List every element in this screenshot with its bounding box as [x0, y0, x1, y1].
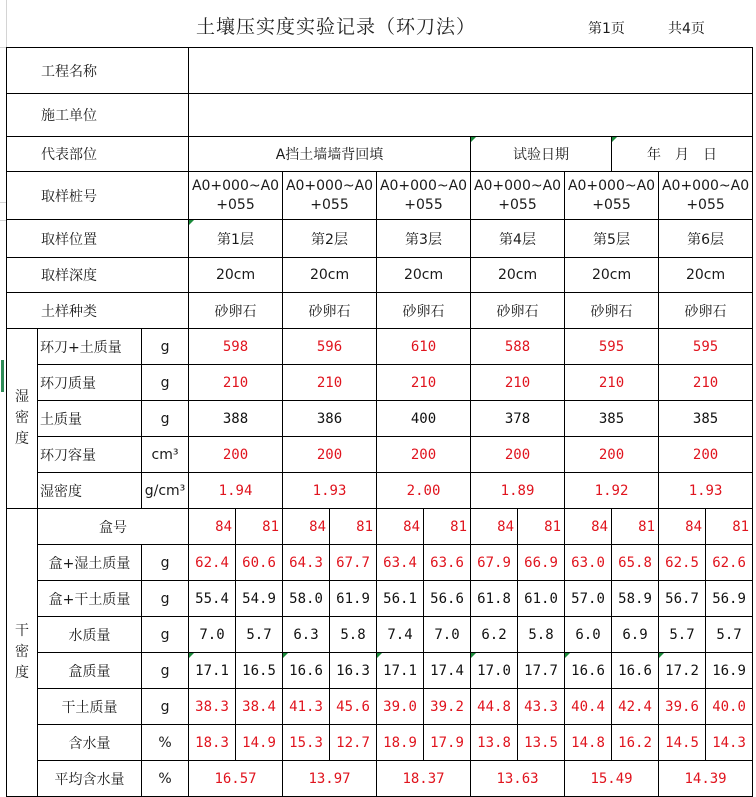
- wet-value-cell[interactable]: 210: [189, 365, 283, 401]
- page-number: 第1页: [588, 21, 625, 37]
- dry-value-cell[interactable]: 62.6: [706, 545, 753, 581]
- box-number-cell[interactable]: 84: [189, 509, 236, 545]
- wet-row-label: 环刀质量: [38, 365, 142, 401]
- wet-value-cell[interactable]: 1.94: [189, 473, 283, 509]
- dry-value-cell[interactable]: 55.4: [189, 581, 236, 617]
- wet-value-cell[interactable]: 386: [283, 401, 377, 437]
- wet-row-label: 土质量: [38, 401, 142, 437]
- dry-value-cell[interactable]: 17.2: [659, 653, 706, 689]
- depth-row: [7, 258, 753, 293]
- station-cell: A0+000~A0+055: [565, 172, 659, 220]
- dry-value-cell[interactable]: 13.5: [518, 725, 565, 761]
- wet-value-cell[interactable]: 2.00: [377, 473, 471, 509]
- dry-row-unit: g: [142, 617, 189, 653]
- dry-value-cell[interactable]: 56.7: [659, 581, 706, 617]
- box-number-cell[interactable]: 81: [424, 509, 471, 545]
- dry-value-cell[interactable]: 17.1: [377, 653, 424, 689]
- sheet-header: [0, 0, 756, 47]
- dry-value-cell[interactable]: 16.6: [283, 653, 330, 689]
- wet-value-cell[interactable]: 210: [283, 365, 377, 401]
- dry-value-cell[interactable]: 17.0: [471, 653, 518, 689]
- dry-value-cell[interactable]: 67.9: [471, 545, 518, 581]
- dry-value-cell[interactable]: 38.4: [236, 689, 283, 725]
- wet-row: [7, 437, 753, 473]
- dry-row-label: 含水量: [38, 725, 142, 761]
- dry-value-cell[interactable]: 40.4: [565, 689, 612, 725]
- dry-value-cell[interactable]: 17.7: [518, 653, 565, 689]
- wet-value-cell[interactable]: 200: [377, 437, 471, 473]
- dry-value-cell[interactable]: 40.0: [706, 689, 753, 725]
- wet-value-cell[interactable]: 595: [659, 329, 753, 365]
- dry-value-cell[interactable]: 61.0: [518, 581, 565, 617]
- position-row: [7, 220, 753, 258]
- depth-cell: 20cm: [377, 258, 471, 293]
- position-cell: 第2层: [283, 220, 377, 258]
- box-number-label: 盒号: [38, 509, 189, 545]
- box-number-cell[interactable]: 84: [471, 509, 518, 545]
- wet-value-cell[interactable]: 200: [659, 437, 753, 473]
- page-total: 共4页: [668, 21, 705, 37]
- soil-cell: 砂卵石: [189, 293, 283, 329]
- wet-value-cell[interactable]: 385: [659, 401, 753, 437]
- wet-row-unit: cm³: [142, 437, 189, 473]
- dry-value-cell[interactable]: 12.7: [330, 725, 377, 761]
- dry-value-cell[interactable]: 14.3: [706, 725, 753, 761]
- position-cell: 第3层: [377, 220, 471, 258]
- project-label: 工程名称: [7, 48, 189, 94]
- dry-row-unit: g: [142, 689, 189, 725]
- soil-cell: 砂卵石: [283, 293, 377, 329]
- record-table: [6, 47, 753, 797]
- depth-cell: 20cm: [471, 258, 565, 293]
- soil-cell: 砂卵石: [565, 293, 659, 329]
- dry-row-unit: g: [142, 581, 189, 617]
- box-number-row: [7, 509, 753, 545]
- dry-value-cell[interactable]: 17.9: [424, 725, 471, 761]
- avg-moisture-unit: %: [142, 761, 189, 797]
- station-cell: A0+000~A0+055: [377, 172, 471, 220]
- avg-moisture-cell[interactable]: 16.57: [189, 761, 283, 797]
- dry-row-label: 盒+干土质量: [38, 581, 142, 617]
- dry-value-cell[interactable]: 38.3: [189, 689, 236, 725]
- dry-row: [7, 653, 753, 689]
- dry-value-cell[interactable]: 61.8: [471, 581, 518, 617]
- dry-value-cell[interactable]: 63.4: [377, 545, 424, 581]
- dry-value-cell[interactable]: 63.6: [424, 545, 471, 581]
- wet-value-cell[interactable]: 388: [189, 401, 283, 437]
- wet-value-cell[interactable]: 378: [471, 401, 565, 437]
- dry-value-cell[interactable]: 60.6: [236, 545, 283, 581]
- dry-row-label: 干土质量: [38, 689, 142, 725]
- station-cell: A0+000~A0+055: [471, 172, 565, 220]
- position-cell: 第6层: [659, 220, 753, 258]
- wet-value-cell[interactable]: 200: [189, 437, 283, 473]
- position-label: 取样位置: [7, 220, 189, 258]
- dry-value-cell[interactable]: 58.9: [612, 581, 659, 617]
- dry-value-cell[interactable]: 18.3: [189, 725, 236, 761]
- soil-label: 土样种类: [7, 293, 189, 329]
- dry-value-cell[interactable]: 45.6: [330, 689, 377, 725]
- dry-value-cell[interactable]: 62.4: [189, 545, 236, 581]
- dry-value-cell[interactable]: 63.0: [565, 545, 612, 581]
- wet-value-cell[interactable]: 1.93: [283, 473, 377, 509]
- depth-cell: 20cm: [283, 258, 377, 293]
- dry-value-cell[interactable]: 64.3: [283, 545, 330, 581]
- date-value[interactable]: 年 月 日: [612, 137, 753, 172]
- location-value[interactable]: A挡土墙墙背回填: [189, 137, 471, 172]
- station-cell: A0+000~A0+055: [283, 172, 377, 220]
- avg-moisture-row: [7, 761, 753, 797]
- box-number-cell[interactable]: 81: [236, 509, 283, 545]
- dry-value-cell[interactable]: 13.8: [471, 725, 518, 761]
- section-char: 密: [15, 410, 29, 426]
- avg-moisture-cell[interactable]: 13.97: [283, 761, 377, 797]
- project-row: [7, 48, 753, 94]
- box-number-cell[interactable]: 81: [330, 509, 377, 545]
- dry-row-label: 盒质量: [38, 653, 142, 689]
- dry-value-cell[interactable]: 6.3: [283, 617, 330, 653]
- dry-value-cell[interactable]: 5.8: [518, 617, 565, 653]
- depth-cell: 20cm: [659, 258, 753, 293]
- wet-value-cell[interactable]: 1.89: [471, 473, 565, 509]
- avg-moisture-cell[interactable]: 18.37: [377, 761, 471, 797]
- contractor-label: 施工单位: [7, 94, 189, 137]
- wet-row-label: 环刀+土质量: [38, 329, 142, 365]
- station-cell: A0+000~A0+055: [189, 172, 283, 220]
- station-row: [7, 172, 753, 220]
- dry-value-cell[interactable]: 67.7: [330, 545, 377, 581]
- box-number-cell[interactable]: 84: [377, 509, 424, 545]
- page-title: 土壤压实度实验记录（环刀法）: [196, 16, 477, 38]
- section-char: 度: [15, 665, 29, 681]
- avg-moisture-cell[interactable]: 13.63: [471, 761, 565, 797]
- dry-value-cell[interactable]: 56.6: [424, 581, 471, 617]
- wet-value-cell[interactable]: 210: [377, 365, 471, 401]
- wet-value-cell[interactable]: 385: [565, 401, 659, 437]
- contractor-value-cell[interactable]: [189, 94, 753, 137]
- dry-value-cell[interactable]: 39.6: [659, 689, 706, 725]
- dry-value-cell[interactable]: 17.4: [424, 653, 471, 689]
- soil-cell: 砂卵石: [377, 293, 471, 329]
- depth-cell: 20cm: [565, 258, 659, 293]
- dry-value-cell[interactable]: 56.1: [377, 581, 424, 617]
- dry-row: [7, 617, 753, 653]
- dry-value-cell[interactable]: 43.3: [518, 689, 565, 725]
- position-cell: 第5层: [565, 220, 659, 258]
- wet-row: [7, 473, 753, 509]
- wet-row: [7, 365, 753, 401]
- wet-value-cell[interactable]: 588: [471, 329, 565, 365]
- dry-value-cell[interactable]: 6.2: [471, 617, 518, 653]
- dry-value-cell[interactable]: 16.6: [612, 653, 659, 689]
- box-number-cell[interactable]: 81: [518, 509, 565, 545]
- depth-label: 取样深度: [7, 258, 189, 293]
- dry-value-cell[interactable]: 39.2: [424, 689, 471, 725]
- dry-value-cell[interactable]: 17.1: [189, 653, 236, 689]
- position-cell: 第4层: [471, 220, 565, 258]
- dry-row-unit: g: [142, 653, 189, 689]
- dry-value-cell[interactable]: 18.9: [377, 725, 424, 761]
- date-label: 试验日期: [471, 137, 612, 172]
- wet-row-unit: g/cm³: [142, 473, 189, 509]
- dry-row-label: 水质量: [38, 617, 142, 653]
- dry-value-cell[interactable]: 5.7: [659, 617, 706, 653]
- box-number-cell[interactable]: 84: [659, 509, 706, 545]
- section-char: 湿: [15, 389, 29, 405]
- dry-row-unit: g: [142, 545, 189, 581]
- dry-value-cell[interactable]: 62.5: [659, 545, 706, 581]
- selection-marker: [1, 360, 4, 392]
- wet-value-cell[interactable]: 200: [471, 437, 565, 473]
- dry-value-cell[interactable]: 7.0: [189, 617, 236, 653]
- dry-value-cell[interactable]: 16.9: [706, 653, 753, 689]
- dry-value-cell[interactable]: 5.8: [330, 617, 377, 653]
- dry-row-label: 盒+湿土质量: [38, 545, 142, 581]
- dry-value-cell[interactable]: 5.7: [236, 617, 283, 653]
- wet-row-unit: g: [142, 329, 189, 365]
- dry-value-cell[interactable]: 6.0: [565, 617, 612, 653]
- dry-value-cell[interactable]: 56.9: [706, 581, 753, 617]
- wet-value-cell[interactable]: 595: [565, 329, 659, 365]
- dry-value-cell[interactable]: 14.8: [565, 725, 612, 761]
- dry-value-cell[interactable]: 65.8: [612, 545, 659, 581]
- dry-value-cell[interactable]: 14.5: [659, 725, 706, 761]
- dry-value-cell[interactable]: 44.8: [471, 689, 518, 725]
- dry-density-section-label: [7, 509, 38, 797]
- wet-value-cell[interactable]: 210: [659, 365, 753, 401]
- wet-value-cell[interactable]: 200: [565, 437, 659, 473]
- location-row: [7, 137, 753, 172]
- wet-row: [7, 401, 753, 437]
- dry-row: [7, 725, 753, 761]
- dry-row-unit: %: [142, 725, 189, 761]
- box-number-cell[interactable]: 84: [565, 509, 612, 545]
- dry-value-cell[interactable]: 57.0: [565, 581, 612, 617]
- contractor-row: [7, 94, 753, 137]
- wet-value-cell[interactable]: 400: [377, 401, 471, 437]
- dry-row: [7, 689, 753, 725]
- section-char: 度: [15, 431, 29, 447]
- soil-row: [7, 293, 753, 329]
- dry-value-cell[interactable]: 16.2: [612, 725, 659, 761]
- section-char: 干: [15, 623, 29, 639]
- avg-moisture-cell[interactable]: 15.49: [565, 761, 659, 797]
- dry-value-cell[interactable]: 16.6: [565, 653, 612, 689]
- wet-value-cell[interactable]: 200: [283, 437, 377, 473]
- wet-value-cell[interactable]: 610: [377, 329, 471, 365]
- wet-value-cell[interactable]: 210: [565, 365, 659, 401]
- dry-value-cell[interactable]: 66.9: [518, 545, 565, 581]
- box-number-cell[interactable]: 81: [612, 509, 659, 545]
- dry-value-cell[interactable]: 54.9: [236, 581, 283, 617]
- box-number-cell[interactable]: 84: [283, 509, 330, 545]
- wet-row: [7, 329, 753, 365]
- dry-value-cell[interactable]: 7.0: [424, 617, 471, 653]
- dry-value-cell[interactable]: 58.0: [283, 581, 330, 617]
- dry-row: [7, 545, 753, 581]
- dry-value-cell[interactable]: 15.3: [283, 725, 330, 761]
- location-label: 代表部位: [7, 137, 189, 172]
- dry-value-cell[interactable]: 16.3: [330, 653, 377, 689]
- wet-value-cell[interactable]: 1.92: [565, 473, 659, 509]
- dry-row: [7, 581, 753, 617]
- dry-value-cell[interactable]: 41.3: [283, 689, 330, 725]
- avg-moisture-cell[interactable]: 14.39: [659, 761, 753, 797]
- dry-value-cell[interactable]: 6.9: [612, 617, 659, 653]
- soil-cell: 砂卵石: [471, 293, 565, 329]
- wet-row-unit: g: [142, 365, 189, 401]
- dry-value-cell[interactable]: 16.5: [236, 653, 283, 689]
- avg-moisture-label: 平均含水量: [38, 761, 142, 797]
- box-number-cell[interactable]: 81: [706, 509, 753, 545]
- dry-value-cell[interactable]: 14.9: [236, 725, 283, 761]
- position-cell: 第1层: [189, 220, 283, 258]
- dry-value-cell[interactable]: 42.4: [612, 689, 659, 725]
- wet-density-section-label: [7, 329, 38, 509]
- soil-cell: 砂卵石: [659, 293, 753, 329]
- wet-value-cell[interactable]: 1.93: [659, 473, 753, 509]
- wet-value-cell[interactable]: 596: [283, 329, 377, 365]
- section-char: 密: [15, 644, 29, 660]
- dry-value-cell[interactable]: 5.7: [706, 617, 753, 653]
- wet-row-unit: g: [142, 401, 189, 437]
- depth-cell: 20cm: [189, 258, 283, 293]
- dry-value-cell[interactable]: 39.0: [377, 689, 424, 725]
- wet-row-label: 湿密度: [38, 473, 142, 509]
- wet-row-label: 环刀容量: [38, 437, 142, 473]
- station-label: 取样桩号: [7, 172, 189, 220]
- wet-value-cell[interactable]: 598: [189, 329, 283, 365]
- dry-value-cell[interactable]: 7.4: [377, 617, 424, 653]
- project-value-cell[interactable]: [189, 48, 753, 94]
- wet-value-cell[interactable]: 210: [471, 365, 565, 401]
- dry-value-cell[interactable]: 61.9: [330, 581, 377, 617]
- station-cell: A0+000~A0+055: [659, 172, 753, 220]
